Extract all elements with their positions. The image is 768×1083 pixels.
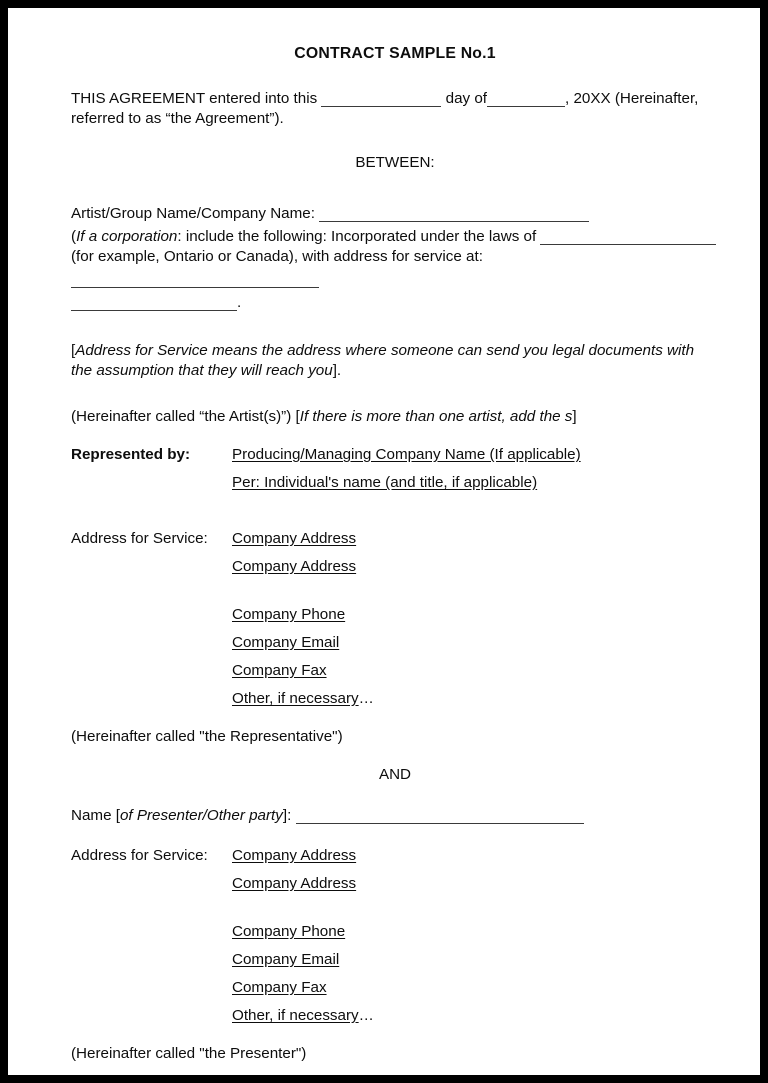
spacer: [63, 681, 719, 689]
representative-address-line-2[interactable]: Company Address: [232, 558, 357, 575]
intro-paragraph: [63, 86, 719, 129]
presenter-name-italic: of Presenter/Other party: [119, 807, 283, 824]
spacer: [63, 1026, 719, 1044]
presenter-name-blank-field[interactable]: [296, 803, 584, 824]
incorporation-laws-blank-field[interactable]: [540, 224, 716, 245]
representative-company-fax[interactable]: Company Fax: [232, 662, 327, 679]
per-individual-spacer: [71, 473, 232, 493]
spacer: [63, 653, 719, 661]
artist-hereinafter-close: ]: [572, 408, 577, 425]
intro-text-c: , 20XX (Hereinafter,: [565, 90, 699, 107]
spacer: [63, 465, 719, 473]
service-address-blank-field[interactable]: [71, 267, 319, 288]
address-for-service-note: [63, 341, 719, 381]
presenter-other-row: [63, 1006, 719, 1026]
spacer: [63, 709, 719, 727]
spacer: [63, 894, 719, 922]
corporation-line-1: [71, 224, 719, 247]
presenter-name-line: [63, 803, 719, 826]
party-one-block: [63, 201, 719, 313]
corp-line3-period: .: [237, 294, 242, 311]
representative-address-line-1[interactable]: Company Address: [232, 530, 357, 547]
corp-open-paren: (: [71, 228, 77, 245]
spacer: [63, 313, 719, 341]
corporation-line-2: [71, 247, 719, 290]
representative-other-ellipsis: …: [358, 690, 374, 707]
spacer: [63, 625, 719, 633]
spacer: [63, 381, 719, 407]
note-open-bracket: [: [71, 342, 76, 359]
corp-line1-rest: : include the following: Incorporated under the laws of: [177, 228, 541, 245]
intro-line-two: referred to as “the Agreement”).: [71, 110, 284, 127]
presenter-hereinafter-line: (Hereinafter called "the Presenter"): [71, 1045, 307, 1062]
month-blank-field[interactable]: [487, 86, 565, 107]
presenter-company-email[interactable]: Company Email: [232, 951, 340, 968]
presenter-address-line-2[interactable]: Company Address: [232, 875, 357, 892]
artist-hereinafter-plain: (Hereinafter called “the Artist(s)”) [: [71, 408, 300, 425]
note-close-bracket: ].: [332, 362, 342, 379]
artist-name-label: Artist/Group Name/Company Name:: [71, 205, 320, 222]
presenter-name-suffix: ]:: [282, 807, 296, 824]
intro-text-b: day of: [441, 90, 488, 107]
per-individual-name-field[interactable]: Per: Individual's name (and title, if applicable): [232, 474, 538, 491]
artist-hereinafter-italic: If there is more than one artist, add the s: [299, 408, 573, 425]
representative-other-field[interactable]: Other, if necessary: [232, 690, 359, 707]
spacer: [63, 549, 719, 557]
representative-company-phone[interactable]: Company Phone: [232, 606, 346, 623]
intro-lead: THIS AGREEMENT: [71, 90, 205, 107]
between-heading: BETWEEN:: [355, 154, 435, 171]
intro-text-a: entered into this: [204, 90, 322, 107]
representative-address-label: Address for Service:: [71, 530, 208, 547]
and-heading: AND: [378, 766, 412, 783]
page-title: CONTRACT SAMPLE No.1: [294, 45, 496, 62]
spacer: [63, 866, 719, 874]
representative-address-row: [63, 529, 719, 549]
spacer: [63, 577, 719, 605]
spacer: [63, 493, 719, 529]
per-individual-row: [63, 473, 719, 493]
representative-hereinafter-line: (Hereinafter called "the Representative"): [71, 728, 343, 745]
spacer: [63, 173, 719, 201]
note-italic-text: Address for Service means the address where someone can send you legal documents with the assumption that they will reach you: [71, 342, 695, 379]
presenter-address-line-1[interactable]: Company Address: [232, 847, 357, 864]
document-body: [63, 44, 719, 1064]
corporation-line-3: [71, 290, 719, 313]
representative-other-row: [63, 689, 719, 709]
spacer: [63, 785, 719, 803]
service-address-blank-field-cont[interactable]: [71, 290, 237, 311]
presenter-company-phone[interactable]: Company Phone: [232, 923, 346, 940]
spacer: [63, 970, 719, 978]
spacer: [63, 942, 719, 950]
artist-name-line: [71, 201, 719, 224]
corp-line2-text: (for example, Ontario or Canada), with address for service at:: [71, 248, 483, 265]
spacer: [63, 826, 719, 846]
corp-italic-phrase: If a corporation: [76, 228, 178, 245]
spacer: [63, 998, 719, 1006]
day-blank-field[interactable]: [321, 86, 441, 107]
represented-by-row: [63, 445, 719, 465]
producing-company-name-field[interactable]: Producing/Managing Company Name (If applicable): [232, 446, 581, 463]
artist-hereinafter-line: [63, 407, 719, 427]
presenter-other-field[interactable]: Other, if necessary: [232, 1007, 359, 1024]
spacer: [63, 129, 719, 153]
presenter-other-ellipsis: …: [358, 1007, 374, 1024]
presenter-address-row: [63, 846, 719, 866]
artist-name-blank-field[interactable]: [319, 201, 589, 222]
presenter-company-fax[interactable]: Company Fax: [232, 979, 327, 996]
representative-company-email[interactable]: Company Email: [232, 634, 340, 651]
spacer: [63, 427, 719, 445]
spacer: [63, 747, 719, 765]
presenter-address-label: Address for Service:: [71, 847, 208, 864]
presenter-name-prefix: Name [: [71, 807, 120, 824]
represented-by-label: Represented by:: [71, 446, 191, 463]
